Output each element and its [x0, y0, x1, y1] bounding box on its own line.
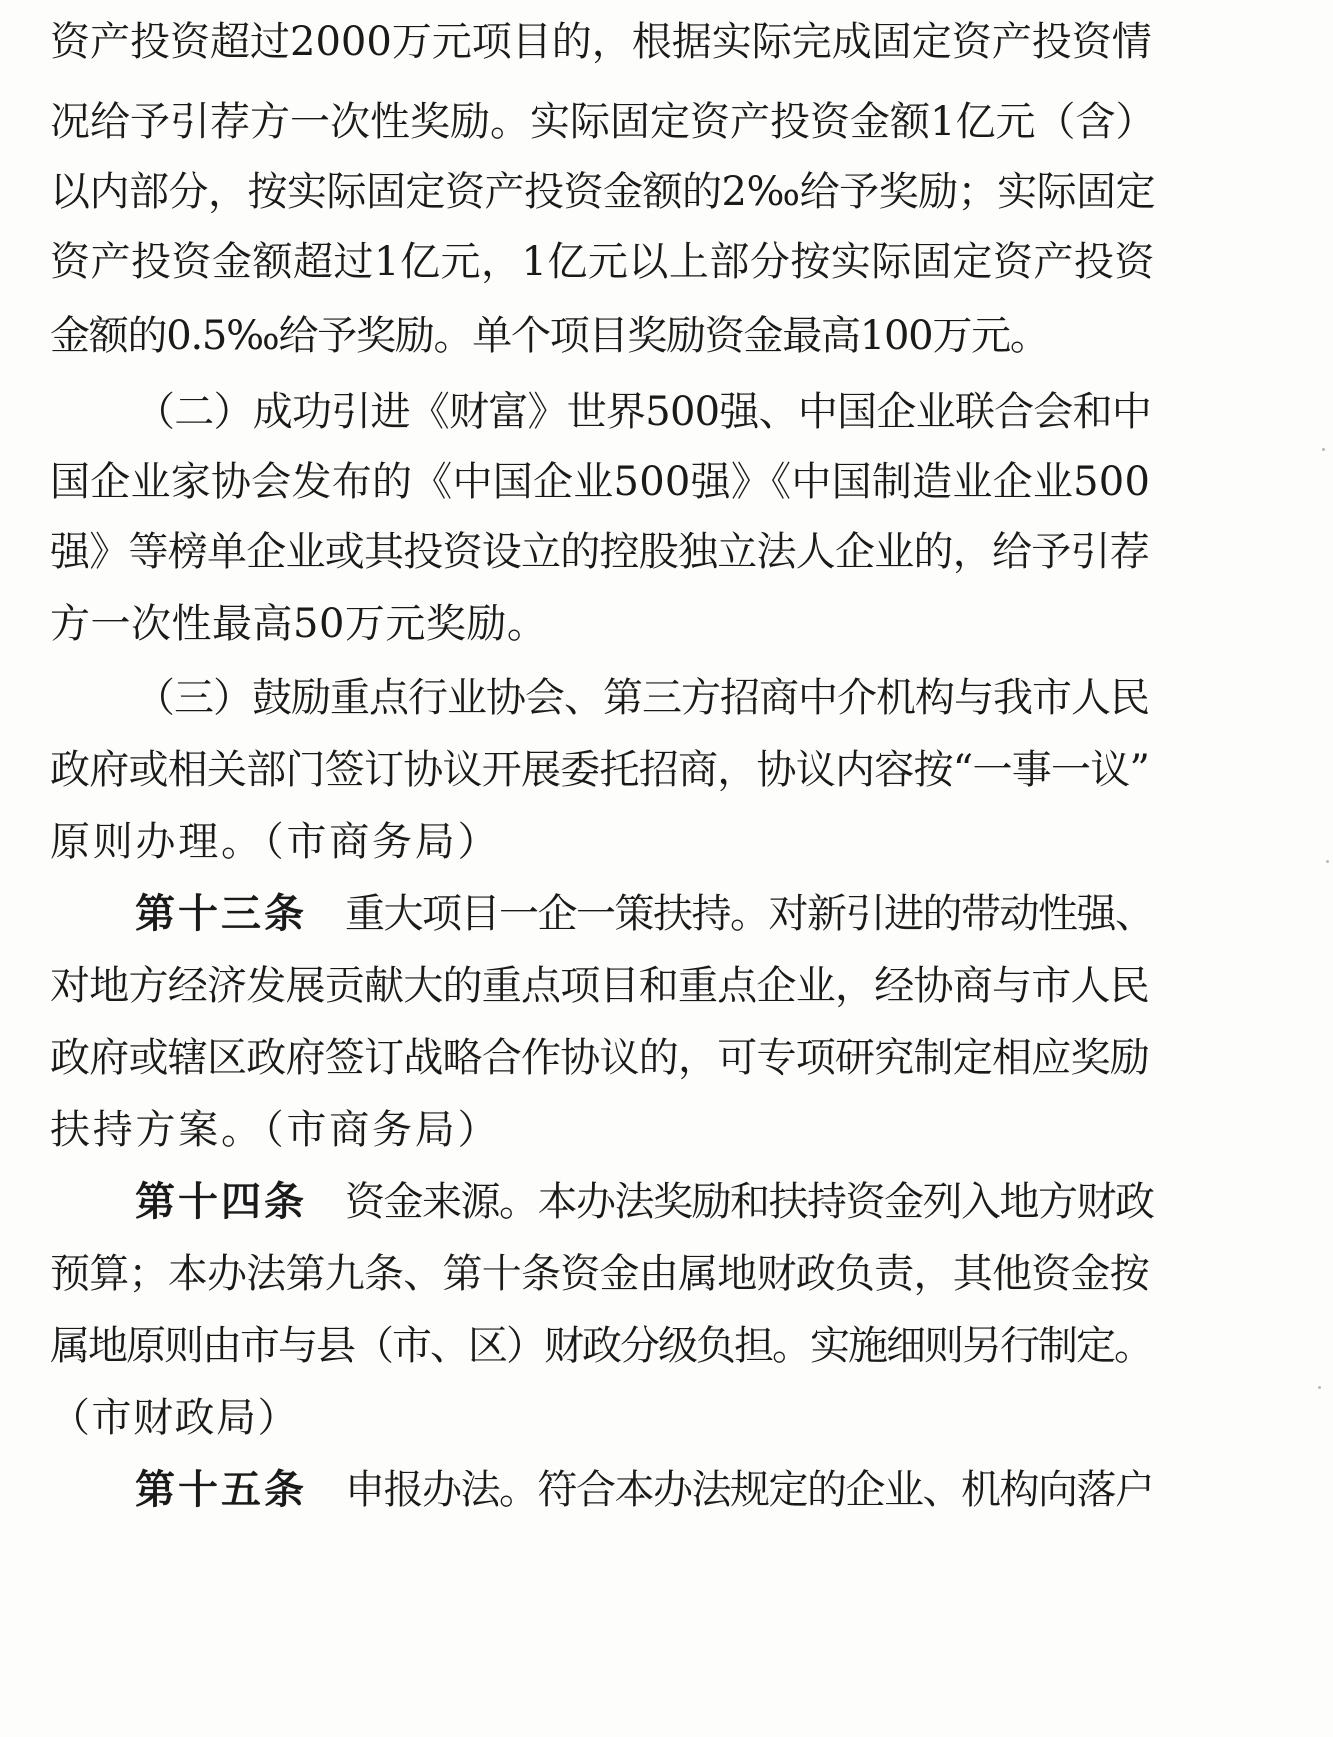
text-line: 况给予引荐方一次性奖励。实际固定资产投资金额1亿元（含）: [50, 99, 1156, 145]
article-text: 资金来源。本办法奖励和扶持资金列入地方财政: [345, 1179, 1154, 1225]
text-line: 资产投资超过2000万元项目的，根据实际完成固定资产投资情: [50, 19, 1152, 65]
text-line: 强》等榜单企业或其投资设立的控股独立法人企业的，给予引荐: [50, 529, 1149, 575]
text-line: 方一次性最高50万元奖励。: [50, 601, 548, 647]
text-line: 以内部分，按实际固定资产投资金额的2‰给予奖励；实际固定: [50, 169, 1156, 215]
article-heading: 第十三条: [135, 891, 307, 937]
text-line: （市财政局）: [50, 1395, 299, 1441]
scan-speck: [1318, 1386, 1321, 1389]
text-line: 对地方经济发展贡献大的重点项目和重点企业，经协商与市人民: [50, 963, 1149, 1009]
text-line: 预算；本办法第九条、第十条资金由属地财政负责，其他资金按: [50, 1251, 1149, 1297]
text-line: 扶持方案。（市商务局）: [50, 1107, 501, 1153]
text-line: 国企业家协会发布的《中国企业500强》《中国制造业企业500: [50, 459, 1151, 505]
text-line: 政府或相关部门签订协议开展委托招商，协议内容按“一事一议”: [50, 747, 1150, 793]
text-line: 政府或辖区政府签订战略合作协议的，可专项研究制定相应奖励: [50, 1035, 1149, 1081]
article-14-line: [135, 1178, 1155, 1226]
scan-speck: [1326, 860, 1329, 863]
article-heading: 第十四条: [135, 1179, 307, 1225]
article-heading: 第十五条: [135, 1467, 307, 1513]
text-line: 资产投资金额超过1亿元，1亿元以上部分按实际固定资产投资: [50, 239, 1155, 285]
text-line: 原则办理。（市商务局）: [50, 819, 501, 865]
paragraph-start-line: （二）成功引进《财富》世界500强、中国企业联合会和中: [135, 389, 1152, 435]
article-text: 重大项目一企一策扶持。对新引进的带动性强、: [345, 891, 1154, 937]
text-line: 金额的0.5‰给予奖励。单个项目奖励资金最高100万元。: [50, 313, 1049, 359]
scan-speck: [1322, 448, 1325, 451]
article-text: 申报办法。符合本办法规定的企业、机构向落户: [345, 1467, 1154, 1513]
article-13-line: [135, 890, 1155, 938]
text-line: 属地原则由市与县（市、区）财政分级负担。实施细则另行制定。: [50, 1323, 1152, 1369]
article-15-line: [135, 1466, 1155, 1514]
paragraph-start-line: （三）鼓励重点行业协会、第三方招商中介机构与我市人民: [135, 675, 1149, 721]
